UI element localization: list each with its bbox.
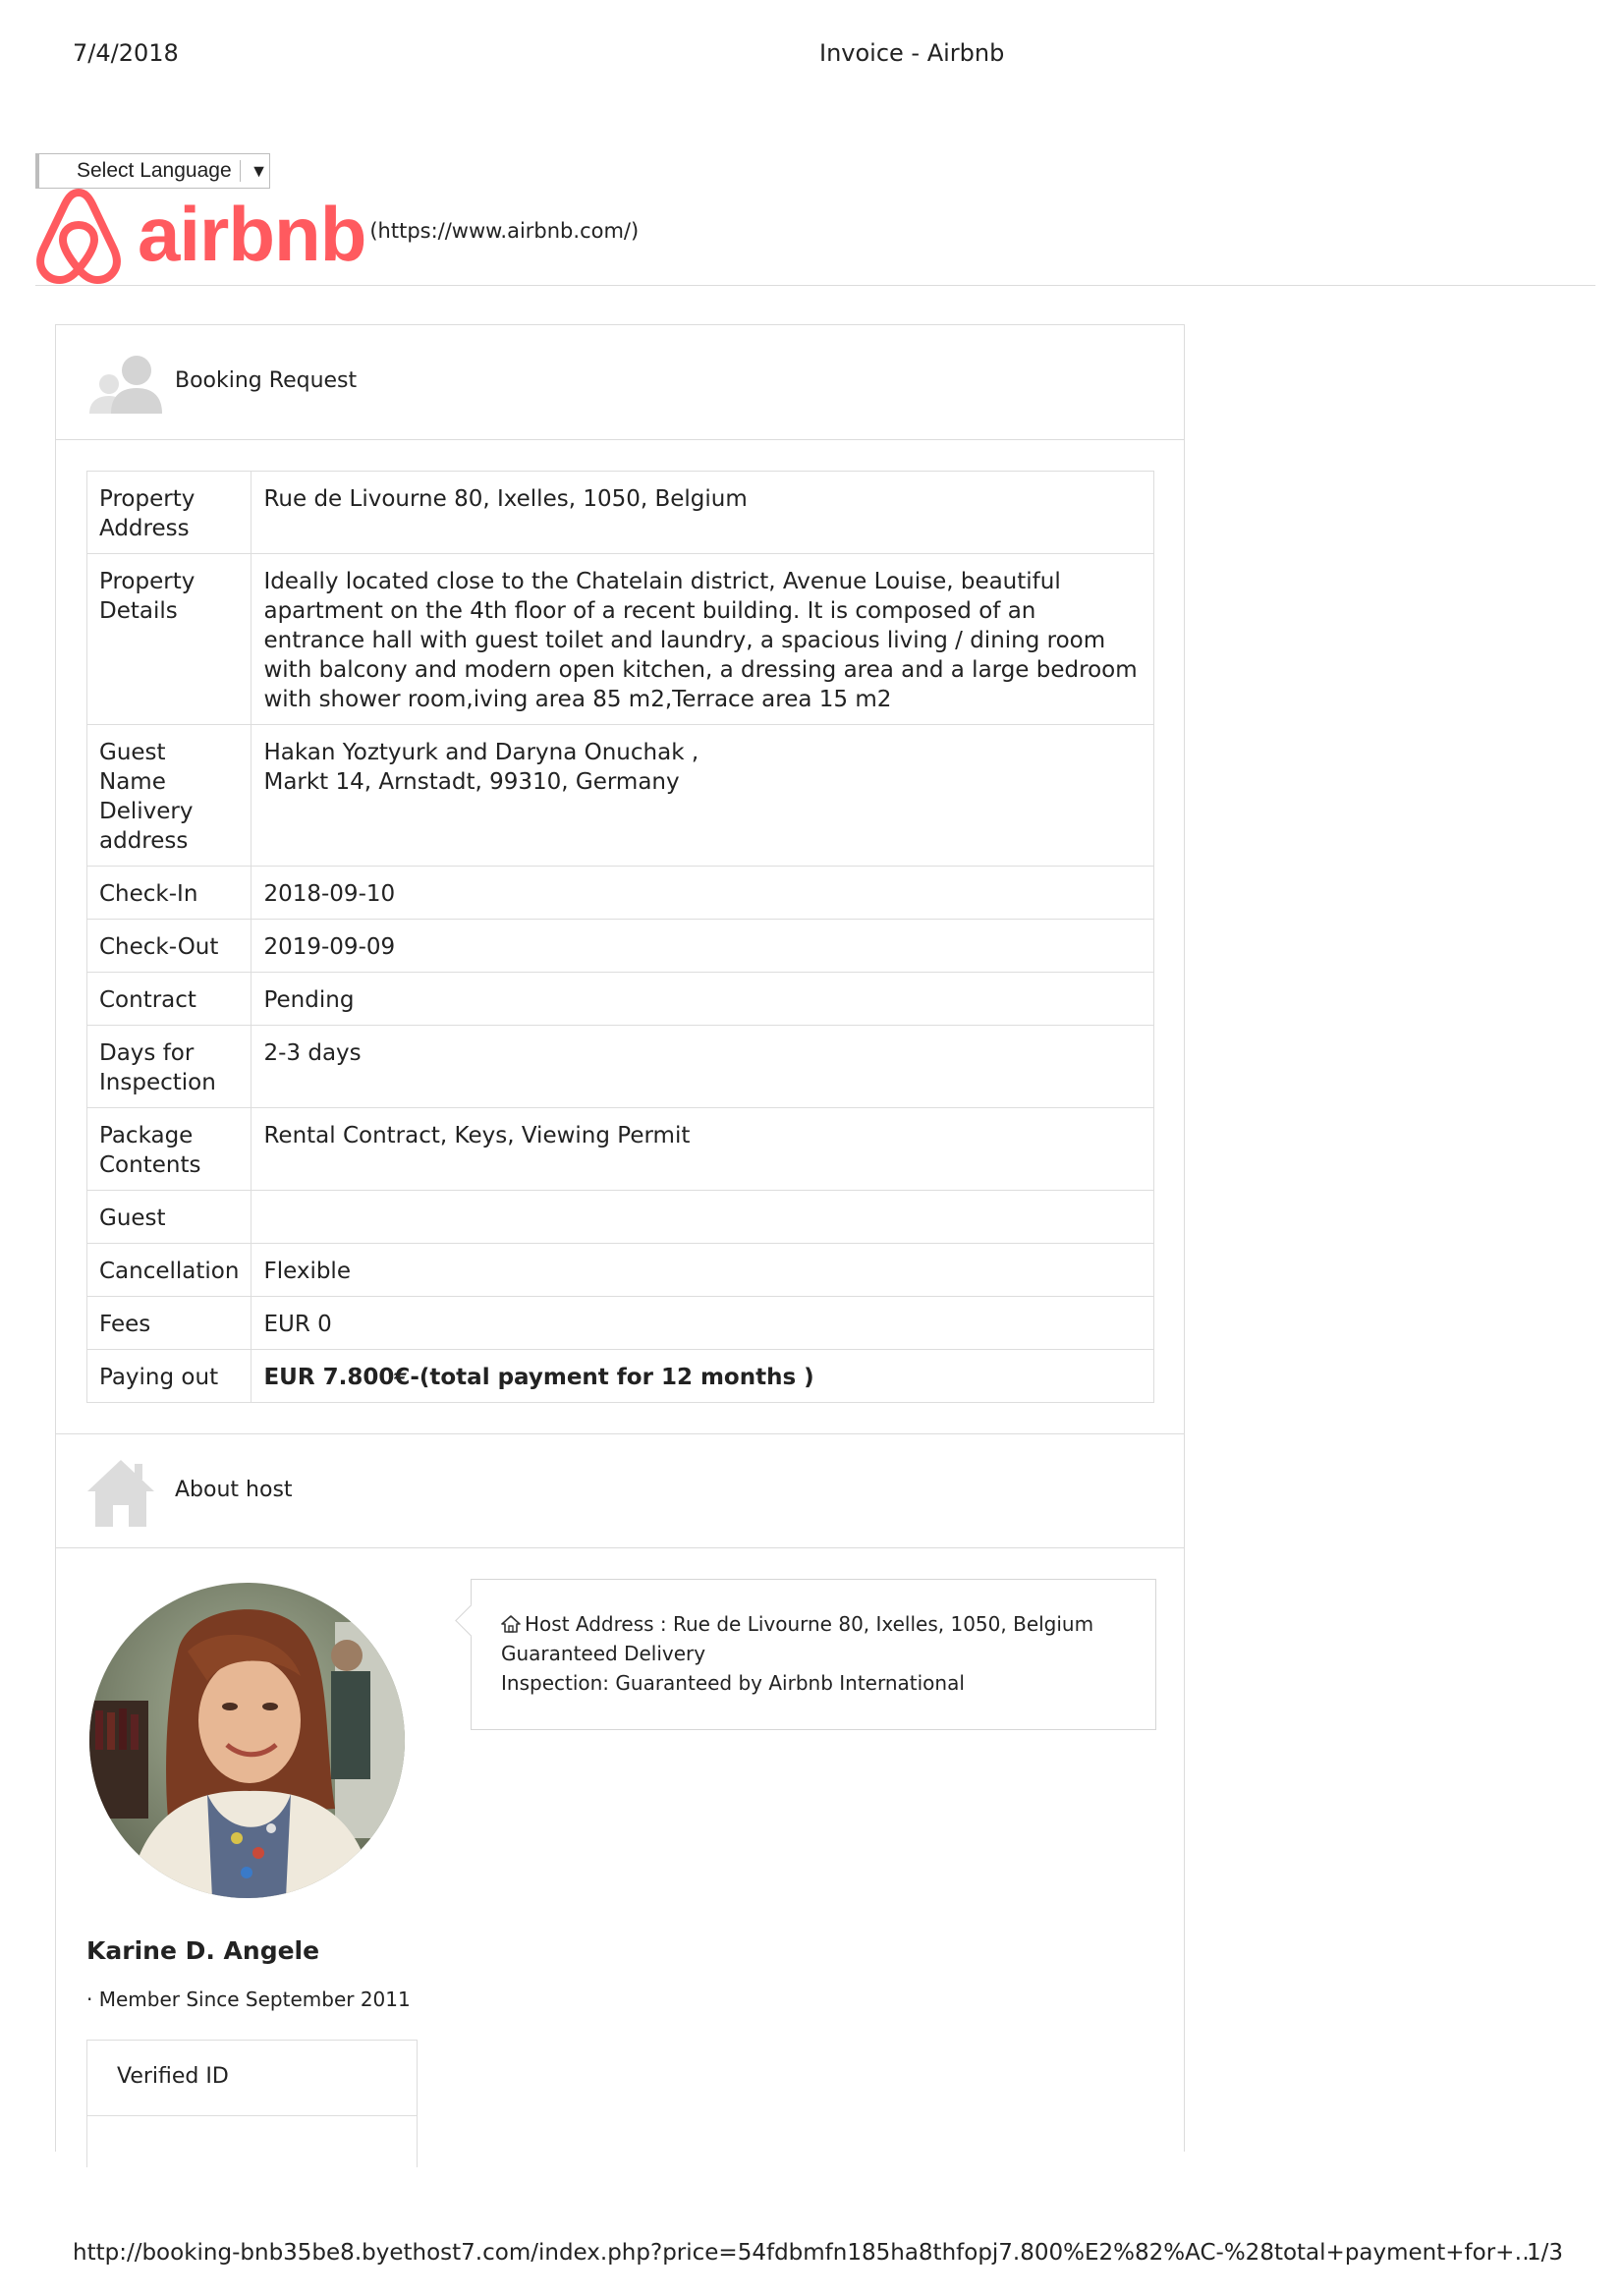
detail-value: EUR 7.800€-(total payment for 12 months )	[252, 1350, 1154, 1403]
print-page-title: Invoice - Airbnb	[819, 39, 1005, 67]
detail-key: Property Address	[87, 472, 252, 554]
detail-row	[87, 472, 1154, 554]
airbnb-logo-link[interactable]	[33, 187, 639, 285]
host-info-box	[471, 1579, 1156, 1730]
detail-row	[87, 1244, 1154, 1297]
detail-value: 2-3 days	[252, 1026, 1154, 1108]
detail-row	[87, 920, 1154, 973]
detail-row	[87, 1108, 1154, 1191]
language-select-divider	[240, 160, 241, 182]
booking-request-title: Booking Request	[175, 368, 358, 393]
detail-key: Days for Inspection	[87, 1026, 252, 1108]
detail-value: Rue de Livourne 80, Ixelles, 1050, Belgium	[252, 472, 1154, 554]
language-select-label: Select Language	[77, 159, 232, 182]
detail-row	[87, 973, 1154, 1026]
detail-row	[87, 1297, 1154, 1350]
detail-value: Rental Contract, Keys, Viewing Permit	[252, 1108, 1154, 1191]
detail-row	[87, 554, 1154, 725]
detail-value: Hakan Yoztyurk and Daryna Onuchak , Markt 14, Arnstadt, 99310, Germany	[252, 725, 1154, 867]
inspection-text: Inspection: Guaranteed by Airbnb International	[501, 1671, 965, 1695]
detail-key: Cancellation	[87, 1244, 252, 1297]
users-icon	[85, 349, 168, 418]
detail-value	[252, 1191, 1154, 1244]
home-outline-icon	[501, 1614, 521, 1634]
detail-row	[87, 725, 1154, 867]
host-name: Karine D. Angele	[86, 1936, 320, 1965]
member-since: · Member Since September 2011	[86, 1988, 411, 2011]
home-icon	[85, 1458, 168, 1527]
airbnb-url-link[interactable]: (https://www.airbnb.com/)	[369, 219, 640, 243]
about-host-header	[56, 1433, 1184, 1548]
detail-value: Flexible	[252, 1244, 1154, 1297]
header-divider	[35, 285, 1595, 286]
print-date: 7/4/2018	[73, 39, 179, 67]
detail-value: 2019-09-09	[252, 920, 1154, 973]
detail-key: Check-Out	[87, 920, 252, 973]
about-host-title: About host	[175, 1478, 293, 1502]
detail-key: Fees	[87, 1297, 252, 1350]
host-address-text: Host Address : Rue de Livourne 80, Ixelles, 1050, Belgium	[525, 1612, 1094, 1636]
detail-value: 2018-09-10	[252, 867, 1154, 920]
detail-value: Ideally located close to the Chatelain district, Avenue Louise, beautiful apartment on the 4th floor of a recent building. It is composed of an entrance hall with guest toilet and laundry, a spacious living / dining room with balcony and modern open kitchen, a dressing area and a large bedroom with shower room,iving area 85 m2,Terrace area 15 m2	[252, 554, 1154, 725]
invoice-panel	[55, 324, 1185, 2152]
detail-key: Contract	[87, 973, 252, 1026]
booking-details-table	[86, 471, 1154, 1403]
print-footer-url: http://booking-bnb35be8.byethost7.com/index.php?price=54fdbmfn185ha8thfopj7.800%E2%82%AC-%28total+payment+for+…	[73, 2240, 1537, 2266]
language-select[interactable]	[35, 153, 270, 189]
detail-key: Guest Name Delivery address	[87, 725, 252, 867]
detail-value: Pending	[252, 973, 1154, 1026]
guaranteed-delivery-text: Guaranteed Delivery	[501, 1642, 706, 1665]
detail-key: Property Details	[87, 554, 252, 725]
detail-row	[87, 1026, 1154, 1108]
print-page-number: 1/3	[1527, 2240, 1564, 2266]
detail-key: Package Contents	[87, 1108, 252, 1191]
verification-list	[86, 2040, 418, 2167]
booking-request-header	[56, 325, 1184, 440]
airbnb-belo-logo-icon	[33, 187, 124, 285]
detail-key: Check-In	[87, 867, 252, 920]
detail-row	[87, 1191, 1154, 1244]
detail-value: EUR 0	[252, 1297, 1154, 1350]
dropdown-arrow-icon[interactable]: ▼	[250, 160, 268, 181]
detail-row	[87, 1350, 1154, 1403]
airbnb-wordmark: airbnb	[138, 191, 366, 277]
detail-key: Paying out	[87, 1350, 252, 1403]
host-address-row	[501, 1609, 1155, 1639]
detail-key: Guest	[87, 1191, 252, 1244]
host-avatar	[89, 1583, 405, 1898]
verified-id-item: Verified ID	[87, 2041, 417, 2116]
detail-row	[87, 867, 1154, 920]
